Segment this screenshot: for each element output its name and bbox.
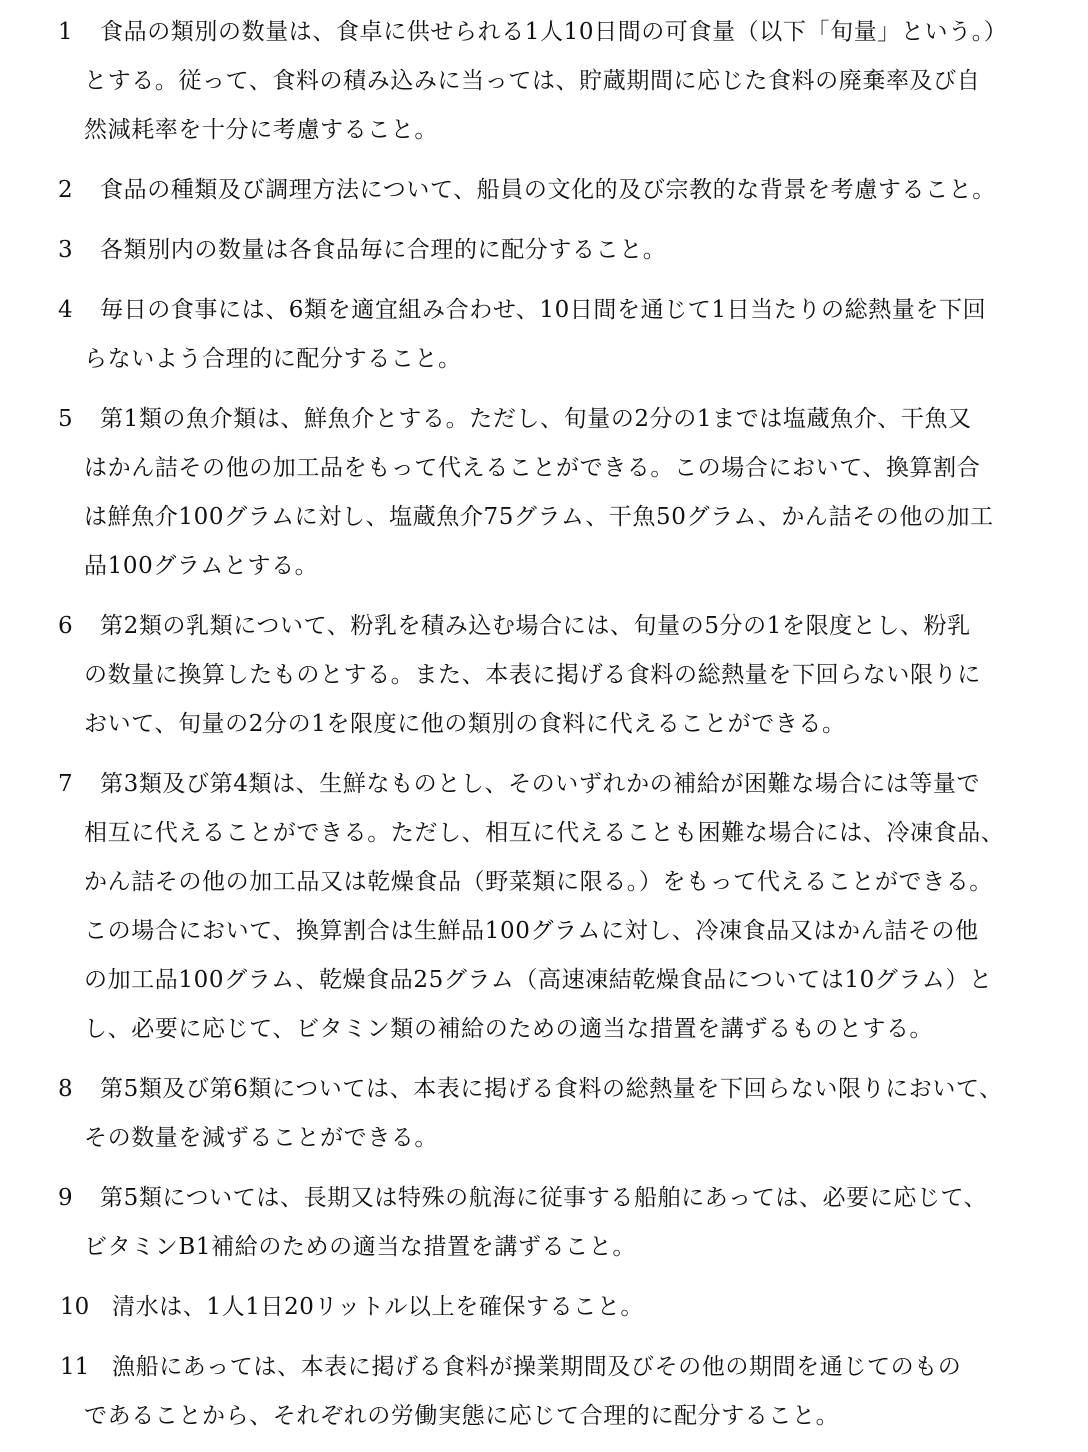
note-text-line: 第3類及び第4類は、生鮮なものとし、そのいずれかの補給が困難な場合には等量で — [100, 771, 981, 797]
note-text-line: この場合において、換算割合は生鮮品100グラムに対し、冷凍食品又はかん詰その他 — [84, 918, 979, 944]
note-item-9 — [0, 1174, 1088, 1272]
note-number: 6 — [58, 613, 73, 639]
note-text-line: 第5類及び第6類については、本表に掲げる食料の総熱量を下回らない限りにおいて、 — [100, 1076, 1003, 1102]
note-item-10 — [0, 1283, 1088, 1332]
note-text-line: し、必要に応じて、ビタミン類の補給のための適当な措置を講ずるものとする。 — [84, 1016, 934, 1042]
note-text-line: おいて、旬量の2分の1を限度に他の類別の食料に代えることができる。 — [84, 711, 846, 737]
note-item-3 — [0, 226, 1088, 275]
note-number: 11 — [60, 1354, 90, 1380]
note-text-line: かん詰その他の加工品又は乾燥食品（野菜類に限る。）をもって代えることができる。 — [84, 869, 993, 895]
note-text-line: 第1類の魚介類は、鮮魚介とする。ただし、旬量の2分の1までは塩蔵魚介、干魚又 — [100, 406, 972, 432]
note-text-line: の加工品100グラム、乾燥食品25グラム（高速凍結乾燥食品については10グラム）と — [84, 967, 993, 993]
note-text-line: 清水は、1人1日20リットル以上を確保すること。 — [112, 1294, 645, 1320]
note-number: 8 — [58, 1076, 73, 1102]
note-item-8 — [0, 1065, 1088, 1163]
note-text-line: 然減耗率を十分に考慮すること。 — [84, 117, 438, 143]
note-number: 2 — [58, 177, 73, 203]
note-item-6 — [0, 602, 1088, 749]
note-item-11 — [0, 1343, 1088, 1441]
note-text-line: 漁船にあっては、本表に掲げる食料が操業期間及びその他の期間を通じてのもの — [112, 1354, 962, 1380]
note-text-line: であることから、それぞれの労働実態に応じて合理的に配分すること。 — [84, 1403, 840, 1429]
note-text-line: 品100グラムとする。 — [84, 553, 319, 579]
note-item-4 — [0, 286, 1088, 384]
note-number: 7 — [58, 771, 73, 797]
note-text-line: ビタミンB1補給のための適当な措置を講ずること。 — [84, 1234, 636, 1260]
note-text-line: 食品の種類及び調理方法について、船員の文化的及び宗教的な背景を考慮すること。 — [100, 177, 996, 203]
note-text-line: 食品の類別の数量は、食卓に供せられる1人10日間の可食量（以下「旬量」という。） — [100, 19, 1008, 45]
note-text-line: 毎日の食事には、6類を適宜組み合わせ、10日間を通じて1日当たりの総熱量を下回 — [100, 297, 987, 323]
note-text-line: 第2類の乳類について、粉乳を積み込む場合には、旬量の5分の1を限度とし、粉乳 — [100, 613, 971, 639]
note-item-7 — [0, 760, 1088, 1054]
note-number: 4 — [58, 297, 73, 323]
note-number: 9 — [58, 1185, 73, 1211]
note-text-line: 第5類については、長期又は特殊の航海に従事する船舶にあっては、必要に応じて、 — [100, 1185, 988, 1211]
note-text-line: その数量を減ずることができる。 — [84, 1125, 438, 1151]
note-number: 3 — [58, 237, 73, 263]
note-text-line: とする。従って、食料の積み込みに当っては、貯蔵期間に応じた食料の廃棄率及び自 — [84, 68, 981, 94]
note-number: 1 — [58, 19, 73, 45]
note-number: 5 — [58, 406, 73, 432]
note-text-line: 各類別内の数量は各食品毎に合理的に配分すること。 — [100, 237, 667, 263]
note-number: 10 — [60, 1294, 90, 1320]
note-text-line: はかん詰その他の加工品をもって代えることができる。この場合において、換算割合 — [84, 455, 981, 481]
note-item-1 — [0, 8, 1088, 155]
note-text-line: は鮮魚介100グラムに対し、塩蔵魚介75グラム、干魚50グラム、かん詰その他の加工 — [84, 504, 994, 530]
note-text-line: の数量に換算したものとする。また、本表に掲げる食料の総熱量を下回らない限りに — [84, 662, 981, 688]
note-item-2 — [0, 166, 1088, 215]
note-text-line: らないよう合理的に配分すること。 — [84, 346, 462, 372]
note-text-line: 相互に代えることができる。ただし、相互に代えることも困難な場合には、冷凍食品、 — [84, 820, 1005, 846]
note-item-5 — [0, 395, 1088, 591]
notes-document — [0, 8, 1088, 1452]
